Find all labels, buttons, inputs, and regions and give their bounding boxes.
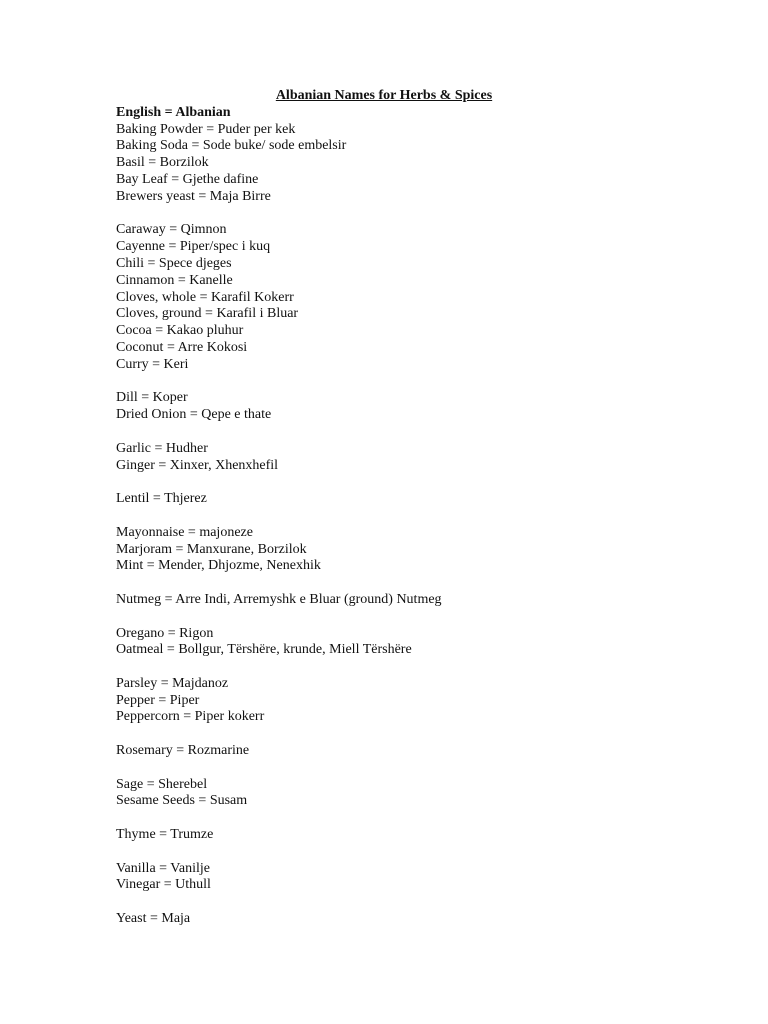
list-item: Vanilla = Vanilje — [116, 860, 210, 876]
list-item: Coconut = Arre Kokosi — [116, 339, 248, 355]
list-item: Bay Leaf = Gjethe dafine — [116, 171, 259, 187]
list-item: Dill = Koper — [116, 390, 188, 406]
list-item: Mayonnaise = majoneze — [116, 524, 253, 540]
group-spacer — [116, 508, 676, 525]
list-item: Caraway = Qimnon — [116, 222, 227, 238]
entry-group — [116, 122, 676, 206]
group-spacer — [116, 894, 676, 911]
list-item: Oatmeal = Bollgur, Tërshëre, krunde, Miell Tërshëre — [116, 642, 412, 658]
list-item: Parsley = Majdanoz — [116, 675, 229, 691]
group-spacer — [116, 424, 676, 441]
list-item: Baking Soda = Sode buke/ sode embelsir — [116, 138, 347, 154]
entry-group — [116, 390, 676, 424]
group-spacer — [116, 575, 676, 592]
entry-list — [116, 122, 676, 928]
column-header: English = Albanian — [116, 104, 231, 120]
list-item: Vinegar = Uthull — [116, 877, 211, 893]
entry-group — [116, 827, 676, 844]
entry-group — [116, 525, 676, 575]
list-item: Yeast = Maja — [116, 911, 191, 927]
list-item: Cayenne = Piper/spec i kuq — [116, 239, 271, 255]
group-spacer — [116, 609, 676, 626]
entry-group — [116, 743, 676, 760]
list-item: Sage = Sherebel — [116, 776, 208, 792]
list-item: Cinnamon = Kanelle — [116, 272, 233, 288]
list-item: Basil = Borzilok — [116, 155, 209, 171]
group-spacer — [116, 206, 676, 223]
list-item: Dried Onion = Qepe e thate — [116, 407, 272, 423]
group-spacer — [116, 374, 676, 391]
document-page — [116, 88, 676, 928]
list-item: Oregano = Rigon — [116, 625, 214, 641]
entry-group — [116, 626, 676, 660]
entry-group — [116, 777, 676, 811]
list-item: Pepper = Piper — [116, 692, 200, 708]
document-title: Albanian Names for Herbs & Spices — [275, 88, 493, 103]
list-item: Garlic = Hudher — [116, 440, 208, 456]
group-spacer — [116, 844, 676, 861]
list-item: Cloves, whole = Karafil Kokerr — [116, 289, 294, 305]
group-spacer — [116, 810, 676, 827]
list-item: Nutmeg = Arre Indi, Arremyshk e Bluar (ground) Nutmeg — [116, 591, 442, 607]
list-item: Ginger = Xinxer, Xhenxhefil — [116, 457, 279, 473]
list-item: Peppercorn = Piper kokerr — [116, 709, 265, 725]
entry-group — [116, 861, 676, 895]
list-item: Lentil = Thjerez — [116, 491, 207, 507]
list-item: Baking Powder = Puder per kek — [116, 121, 296, 137]
entry-group — [116, 911, 676, 928]
group-spacer — [116, 726, 676, 743]
group-spacer — [116, 760, 676, 777]
entry-group — [116, 676, 676, 726]
entry-group — [116, 592, 676, 609]
group-spacer — [116, 659, 676, 676]
list-item: Mint = Mender, Dhjozme, Nenexhik — [116, 558, 321, 574]
list-item: Curry = Keri — [116, 356, 189, 372]
list-item: Sesame Seeds = Susam — [116, 793, 248, 809]
list-item: Thyme = Trumze — [116, 827, 214, 843]
list-item: Cocoa = Kakao pluhur — [116, 323, 244, 339]
list-item: Marjoram = Manxurane, Borzilok — [116, 541, 307, 557]
list-item: Chili = Spece djeges — [116, 255, 232, 271]
list-item: Rosemary = Rozmarine — [116, 743, 250, 759]
list-item: Brewers yeast = Maja Birre — [116, 188, 271, 204]
entry-group — [116, 222, 676, 373]
entry-group — [116, 491, 676, 508]
group-spacer — [116, 474, 676, 491]
entry-group — [116, 441, 676, 475]
list-item: Cloves, ground = Karafil i Bluar — [116, 306, 299, 322]
